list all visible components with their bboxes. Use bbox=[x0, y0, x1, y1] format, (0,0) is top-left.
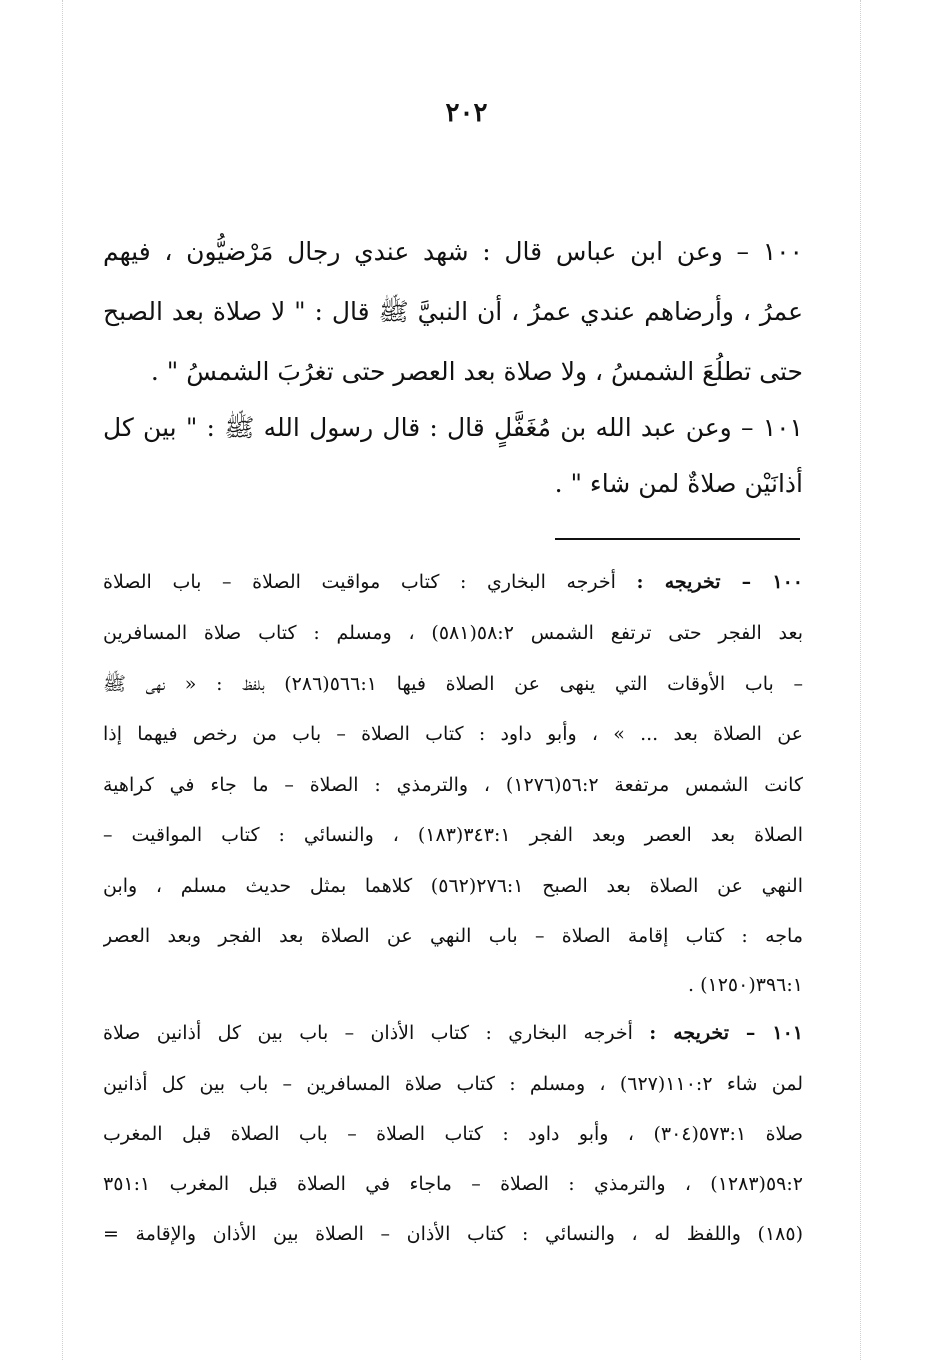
footnote-101-line-3: صلاة ٥٧٣:١(٣٠٤) ، وأبو داود : كتاب الصلاة – باب الصلاة قبل المغرب bbox=[103, 1123, 803, 1145]
footnote-100-line-8: ماجه : كتاب إقامة الصلاة – باب النهي عن الصلاة بعد الفجر وبعد العصر bbox=[103, 925, 803, 947]
footnote-101-line-1 bbox=[103, 1016, 803, 1050]
hadith-101-line-2: أذانَيْن صلاةٌ لمن شاء " . bbox=[554, 469, 803, 498]
page-guide-dots bbox=[860, 0, 861, 1360]
footnote-101-line-2: لمن شاء ١١٠:٢(٦٢٧) ، ومسلم : كتاب صلاة المسافرين – باب بين كل أذانين bbox=[103, 1073, 803, 1095]
footnote-100-line-1 bbox=[103, 565, 803, 599]
footnote-100-first-text: أخرجه البخاري : كتاب مواقيت الصلاة – باب الصلاة bbox=[103, 571, 637, 593]
footnote-101-label: ١٠١ – تخريجه : bbox=[649, 1022, 803, 1044]
hadith-100-line-1: ١٠٠ – وعن ابن عباس قال : شهد عندي رجال مَرْضيُّون ، فيهم bbox=[103, 237, 803, 266]
footnote-100-line-4: عن الصلاة بعد ... » ، وأبو داود : كتاب الصلاة – باب من رخص فيهما إذا bbox=[103, 723, 803, 745]
footnote-101-line-4: ٥٩:٢(١٢٨٣) ، والترمذي : الصلاة – ماجاء في الصلاة قبل المغرب ٣٥١:١ bbox=[103, 1173, 803, 1195]
hadith-100-line-3: حتى تطلُعَ الشمسُ ، ولا صلاة بعد العصر حتى تغرُبَ الشمسُ " . bbox=[150, 357, 803, 386]
page-number: ٢٠٢ bbox=[445, 98, 488, 128]
footnote-100-line-7: النهي عن الصلاة بعد الصبح ٢٧٦:١(٥٦٢) كلاهما بمثل حديث مسلم ، وابن bbox=[103, 875, 803, 897]
footnote-100-line-6: الصلاة بعد العصر وبعد الفجر ٣٤٣:١(١٨٣) ، والنسائي : كتاب المواقيت – bbox=[103, 824, 803, 846]
footnote-101-line-5: (١٨٥) واللفظ له ، والنسائي : كتاب الأذان – الصلاة بين الأذان والإقامة = bbox=[103, 1223, 803, 1245]
footnote-101-first-text: أخرجه البخاري : كتاب الأذان – باب بين كل أذانين صلاة bbox=[103, 1022, 650, 1044]
footnote-100-label: ١٠٠ – تخريجه : bbox=[636, 571, 803, 593]
footnote-100-line-9: ٣٩٦:١(١٢٥٠) . bbox=[688, 974, 803, 996]
hadith-101-line-1: ١٠١ – وعن عبد الله بن مُغَفَّلٍ قال : قال رسول الله ﷺ : " بين كل bbox=[103, 413, 803, 442]
footnote-separator bbox=[555, 538, 800, 540]
hadith-100-line-2: عمرُ ، وأرضاهم عندي عمرُ ، أن النبيَّ ﷺ قال : " لا صلاة بعد الصبح bbox=[103, 297, 803, 326]
footnote-100-line-2: بعد الفجر حتى ترتفع الشمس ٥٨:٢(٥٨١) ، ومسلم : كتاب صلاة المسافرين bbox=[103, 622, 803, 644]
footnote-100-line-5: كانت الشمس مرتفعة ٥٦:٢(١٢٧٦) ، والترمذي : الصلاة – ما جاء في كراهية bbox=[103, 774, 803, 796]
footnote-100-line-3: – باب الأوقات التي ينهى عن الصلاة فيها ٥٦٦:١(٢٨٦) بلفظ : « نهى ﷺ bbox=[103, 673, 803, 695]
page-guide-dots bbox=[62, 0, 63, 1360]
